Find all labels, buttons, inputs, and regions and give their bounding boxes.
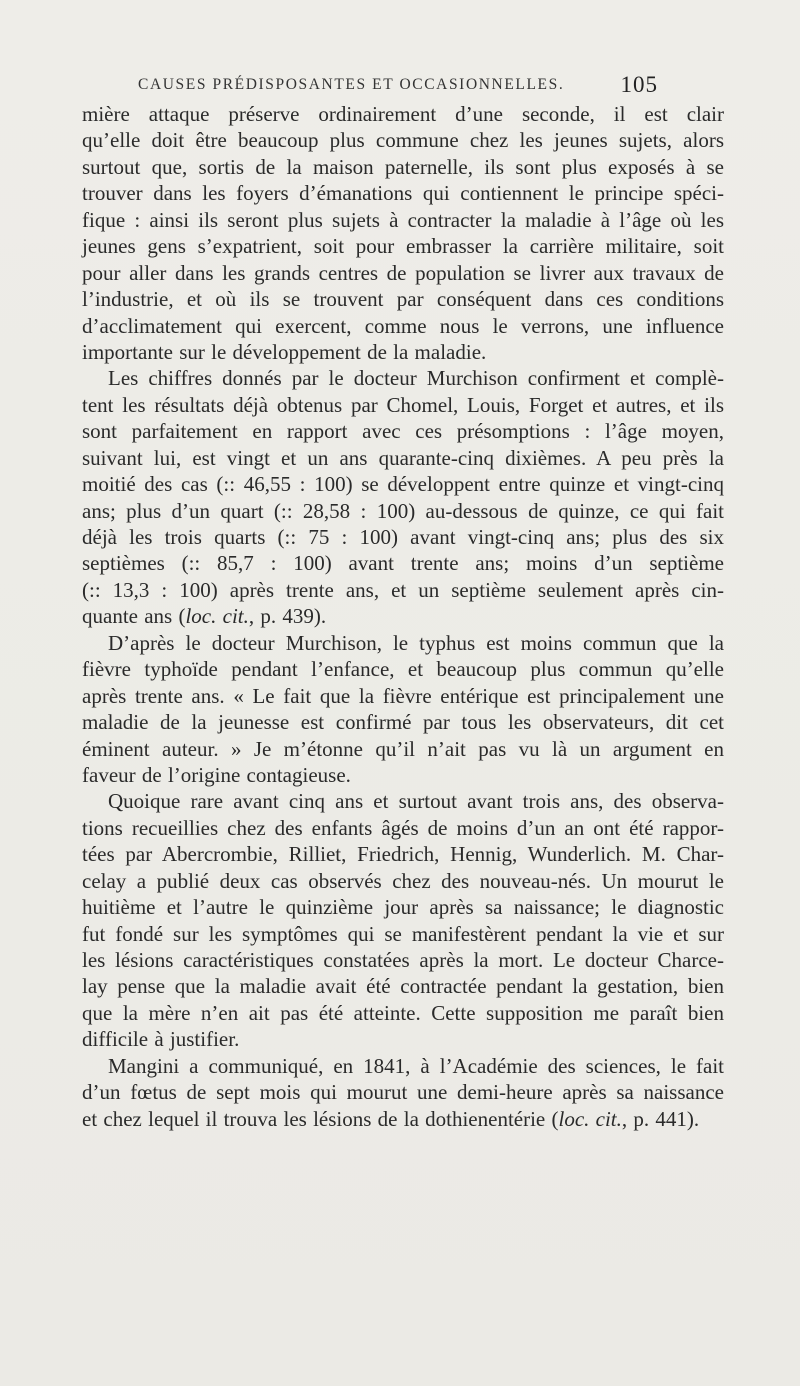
text-segment: l’industrie, et où ils se trouvent par conséquent dans ces conditions xyxy=(82,287,724,312)
text-line xyxy=(82,524,724,550)
text-line xyxy=(82,392,724,418)
text-line xyxy=(82,630,724,656)
text-segment: d’un fœtus de sept mois qui mourut une demi-heure après sa naissance xyxy=(82,1080,724,1105)
text-segment: D’après le docteur Murchison, le typhus est moins commun que la xyxy=(108,630,724,655)
text-segment: sont parfaitement en rapport avec ces présomptions : l’âge moyen, xyxy=(82,419,724,444)
text-line xyxy=(82,260,724,286)
text-segment: fut fondé sur les symptômes qui se manifestèrent pendant la vie et sur xyxy=(82,921,724,946)
text-segment: Les chiffres donnés par le docteur Murchison confirment et complè- xyxy=(108,366,724,391)
text-segment: Mangini a communiqué, en 1841, à l’Académie des sciences, le fait xyxy=(108,1053,724,1078)
text-line xyxy=(82,1026,724,1052)
text-line xyxy=(82,101,724,127)
text-line xyxy=(82,339,724,365)
text-segment: après trente ans. « Le fait que la fièvre entérique est principalement une xyxy=(82,683,724,708)
text-segment: que la mère n’en ait pas été atteinte. Cette supposition me paraît bien xyxy=(82,1000,724,1025)
text-segment: maladie de la jeunesse est confirmé par tous les observateurs, dit cet xyxy=(82,710,724,735)
text-line xyxy=(82,154,724,180)
text-line xyxy=(82,207,724,233)
text-segment: tent les résultats déjà obtenus par Chomel, Louis, Forget et autres, et ils xyxy=(82,392,724,417)
text-line xyxy=(82,841,724,867)
text-segment: , p. 439). xyxy=(248,604,327,629)
text-segment: et chez lequel il trouva les lésions de la dothienentérie ( xyxy=(82,1106,559,1131)
text-segment: tées par Abercrombie, Rilliet, Friedrich, Hennig, Wunderlich. M. Char- xyxy=(82,842,724,867)
citation-italic: loc. cit. xyxy=(185,604,249,629)
text-line xyxy=(82,947,724,973)
text-segment: , p. 441). xyxy=(621,1106,700,1131)
text-segment: quante ans ( xyxy=(82,604,186,629)
text-line xyxy=(82,1053,724,1079)
text-segment: importante sur le développement de la maladie. xyxy=(82,339,487,364)
text-line xyxy=(82,1079,724,1105)
text-line xyxy=(82,973,724,999)
text-segment: huitième et l’autre le quinzième jour après sa naissance; le diagnostic xyxy=(82,895,724,920)
text-line xyxy=(82,762,724,788)
text-segment: les lésions caractéristiques constatées après la mort. Le docteur Charce- xyxy=(82,948,724,972)
text-line xyxy=(82,894,724,920)
text-segment: suivant lui, est vingt et un ans quarante-cinq dixièmes. A peu près la xyxy=(82,445,724,470)
text-segment: lay pense que la maladie avait été contractée pendant la gestation, bien xyxy=(82,974,724,999)
text-segment: pour aller dans les grands centres de population se livrer aux travaux de xyxy=(82,260,724,285)
text-segment: fique : ainsi ils seront plus sujets à contracter la maladie à l’âge où les xyxy=(82,207,724,232)
text-line xyxy=(82,550,724,576)
text-line xyxy=(82,736,724,762)
text-line xyxy=(82,815,724,841)
text-segment: difficile à justifier. xyxy=(82,1027,240,1052)
text-segment: celay a publié deux cas observés chez des nouveau-nés. Un mourut le xyxy=(82,868,724,893)
text-segment: éminent auteur. » Je m’étonne qu’il n’ait pas vu là un argument en xyxy=(82,736,724,761)
text-line xyxy=(82,498,724,524)
text-segment: trouver dans les foyers d’émanations qui contiennent le principe spéci- xyxy=(82,181,724,206)
text-line xyxy=(82,603,724,629)
text-line xyxy=(82,127,724,153)
text-segment: Quoique rare avant cinq ans et surtout avant trois ans, des observa- xyxy=(108,789,724,814)
page-number: 105 xyxy=(620,72,658,97)
running-head: CAUSES PRÉDISPOSANTES ET OCCASIONNELLES. xyxy=(138,76,565,93)
text-line xyxy=(82,656,724,682)
text-segment: (:: 13,3 : 100) après trente ans, et un septième seulement après cin- xyxy=(82,577,724,602)
text-line xyxy=(82,1106,724,1132)
text-segment: ans; plus d’un quart (:: 28,58 : 100) au-dessous de quinze, ce qui fait xyxy=(82,498,724,523)
text-segment: faveur de l’origine contagieuse. xyxy=(82,762,351,787)
text-segment: moitié des cas (:: 46,55 : 100) se développent entre quinze et vingt-cinq xyxy=(82,472,724,497)
body-text xyxy=(82,101,724,1132)
text-line xyxy=(82,709,724,735)
text-segment: tions recueillies chez des enfants âgés de moins d’un an ont été rappor- xyxy=(82,815,724,840)
text-segment: fièvre typhoïde pendant l’enfance, et beaucoup plus commun qu’elle xyxy=(82,657,724,682)
citation-italic: loc. cit. xyxy=(558,1106,622,1131)
text-line xyxy=(82,445,724,471)
text-line xyxy=(82,471,724,497)
text-segment: déjà les trois quarts (:: 75 : 100) avant vingt-cinq ans; plus des six xyxy=(82,525,724,549)
text-line xyxy=(82,313,724,339)
page-header xyxy=(138,72,658,102)
text-segment: septièmes (:: 85,7 : 100) avant trente ans; moins d’un septième xyxy=(82,551,724,576)
text-line xyxy=(82,418,724,444)
text-segment: mière attaque préserve ordinairement d’une seconde, il est clair xyxy=(82,102,724,126)
text-segment: d’acclimatement qui exercent, comme nous le verrons, une influence xyxy=(82,313,724,338)
text-segment: qu’elle doit être beaucoup plus commune chez les jeunes sujets, alors xyxy=(82,128,724,153)
text-segment: jeunes gens s’expatrient, soit pour embrasser la carrière militaire, soit xyxy=(82,234,724,259)
text-line xyxy=(82,577,724,603)
text-line xyxy=(82,683,724,709)
text-line xyxy=(82,180,724,206)
text-segment: surtout que, sortis de la maison paternelle, ils sont plus exposés à se xyxy=(82,154,724,179)
text-line xyxy=(82,868,724,894)
text-line xyxy=(82,788,724,814)
text-line xyxy=(82,233,724,259)
text-line xyxy=(82,286,724,312)
text-line xyxy=(82,921,724,947)
text-line xyxy=(82,365,724,391)
text-line xyxy=(82,1000,724,1026)
